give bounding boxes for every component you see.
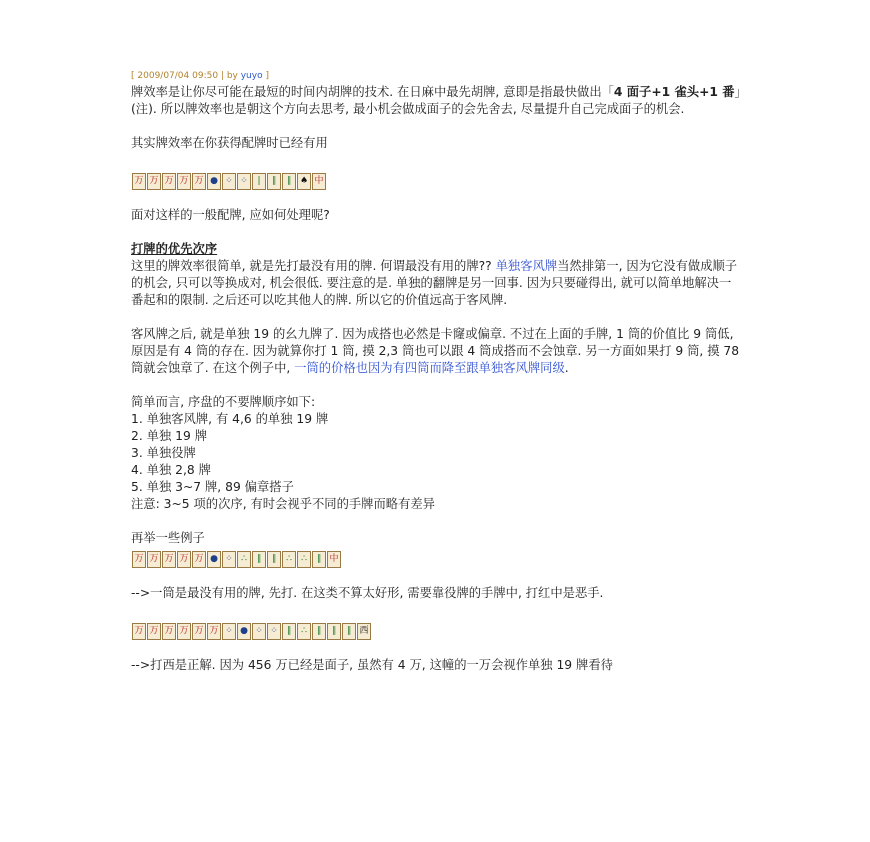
p5-highlight-link[interactable]: 一筒的价格也因为有四筒而降至跟单独客风牌同级 xyxy=(294,361,565,375)
intro-text-post: 」(注). 所以牌效率也是朝这个方向去思考, 最小机会做成面子的会先舍去, 尽量提升自己完成面子的机会. xyxy=(131,85,741,116)
paragraph-5 xyxy=(131,326,743,377)
mahjong-tile-icon: 万 xyxy=(177,551,191,568)
post-meta xyxy=(131,70,743,84)
p5-text-pre: 客风牌之后, 就是单独 19 的幺九牌了. 因为成搭也必然是卡窿或偏章. 不过在上面的手牌, 1 筒的价值比 9 筒低, 原因是有 4 筒的存在. 因为就算你打 1 筒, 摸 2,3 筒也可以跟 4 筒成搭而不会蚀章. 另一方面如果打 9 筒, 摸 78 筒就会蚀章了. 在这个例子中, xyxy=(131,327,740,375)
list-intro: 简单而言, 序盘的不要牌顺序如下: xyxy=(131,395,316,409)
intro-paragraph xyxy=(131,84,743,118)
spacer xyxy=(131,513,743,530)
paragraph-6: 再举一些例子 xyxy=(131,531,205,545)
p4-highlight-link[interactable]: 单独客风牌 xyxy=(495,259,558,273)
mahjong-tile-icon: 万 xyxy=(162,623,176,640)
p4-text-pre: 这里的牌效率很简单, 就是先打最没有用的牌. 何谓最没有用的牌?? xyxy=(131,259,496,273)
post-date: 2009/07/04 09:50 xyxy=(137,71,219,81)
spacer xyxy=(131,568,743,585)
mahjong-tile-icon: ∥ xyxy=(267,551,281,568)
list-note: 注意: 3~5 项的次序, 有时会视乎不同的手牌而略有差异 xyxy=(131,497,435,511)
meta-by: | by xyxy=(220,71,241,81)
mahjong-tile-icon: 万 xyxy=(132,623,146,640)
spacer xyxy=(131,602,743,619)
intro-text-pre: 牌效率是让你尽可能在最短的时间内胡牌的技术. 在日麻中最先胡牌, 意即是指最快做出「 xyxy=(131,85,614,99)
mahjong-tile-icon: 万 xyxy=(132,173,146,190)
mahjong-tile-icon: ∴ xyxy=(297,551,311,568)
paragraph-8: -->打西是正解. 因为 456 万已经是面子, 虽然有 4 万, 这幢的一万会视作单独 19 牌看待 xyxy=(131,658,613,672)
mahjong-tile-icon: ♠ xyxy=(297,173,311,190)
mahjong-tile-icon: ● xyxy=(237,623,251,640)
mahjong-tile-icon: 万 xyxy=(147,551,161,568)
paragraph-7: -->一筒是最没有用的牌, 先打. 在这类不算太好形, 需要靠役牌的手牌中, 打红中是恶手. xyxy=(131,586,604,600)
list-item: 5. 单独 3~7 牌, 89 偏章搭子 xyxy=(131,480,294,494)
mahjong-hand-1 xyxy=(132,169,743,190)
mahjong-tile-icon: ● xyxy=(207,173,221,190)
mahjong-tile-icon: ∥ xyxy=(282,623,296,640)
mahjong-hand-2 xyxy=(132,547,743,568)
mahjong-tile-icon: 万 xyxy=(162,551,176,568)
mahjong-tile-icon: 万 xyxy=(192,173,206,190)
mahjong-tile-icon: ∴ xyxy=(297,623,311,640)
p5-text-post: . xyxy=(564,361,569,375)
mahjong-tile-icon: ∥ xyxy=(312,623,326,640)
intro-bold: 4 面子+1 雀头+1 番 xyxy=(613,85,735,99)
list-item: 4. 单独 2,8 牌 xyxy=(131,463,211,477)
mahjong-tile-icon: ∥ xyxy=(267,173,281,190)
paragraph-3: 面对这样的一般配牌, 应如何处理呢? xyxy=(131,208,330,222)
section-heading: 打牌的优先次序 xyxy=(131,242,218,256)
mahjong-tile-icon: 万 xyxy=(147,623,161,640)
list-item: 3. 单独役牌 xyxy=(131,446,196,460)
mahjong-tile-icon: ∴ xyxy=(282,551,296,568)
author-link[interactable]: yuyo xyxy=(240,71,263,81)
mahjong-tile-icon: 万 xyxy=(192,623,206,640)
mahjong-tile-icon: | xyxy=(252,173,266,190)
spacer xyxy=(131,640,743,657)
list-item: 1. 单独客风牌, 有 4,6 的单独 19 牌 xyxy=(131,412,329,426)
mahjong-tile-icon: ⁘ xyxy=(237,173,251,190)
mahjong-tile-icon: ∥ xyxy=(312,551,326,568)
mahjong-tile-icon: 万 xyxy=(162,173,176,190)
mahjong-tile-icon: 中 xyxy=(327,551,341,568)
spacer xyxy=(131,224,743,241)
spacer xyxy=(131,152,743,169)
mahjong-tile-icon: 万 xyxy=(207,623,221,640)
meta-open: [ xyxy=(131,71,135,81)
mahjong-hand-3 xyxy=(132,619,743,640)
spacer xyxy=(131,377,743,394)
p4-text-post: 当然排第一, 因为它没有做成顺子的机会, 只可以等换成对, 机会很低. 要注意的是. 单独的翻牌是另一回事. 因为只要碰得出, 就可以简单地解决一番起和的限制. 之后还可以吃其他人的牌. 所以它的价值远高于客风牌. xyxy=(131,259,738,307)
spacer xyxy=(131,309,743,326)
spacer xyxy=(131,118,743,135)
article xyxy=(131,70,743,674)
mahjong-tile-icon: ∥ xyxy=(252,551,266,568)
mahjong-tile-icon: ⁘ xyxy=(222,551,236,568)
paragraph-2: 其实牌效率在你获得配牌时已经有用 xyxy=(131,136,328,150)
mahjong-tile-icon: 万 xyxy=(132,551,146,568)
mahjong-tile-icon: 万 xyxy=(177,173,191,190)
mahjong-tile-icon: ∥ xyxy=(282,173,296,190)
mahjong-tile-icon: ∥ xyxy=(327,623,341,640)
list-item: 2. 单独 19 牌 xyxy=(131,429,207,443)
mahjong-tile-icon: 万 xyxy=(192,551,206,568)
mahjong-tile-icon: ● xyxy=(207,551,221,568)
meta-close: ] xyxy=(265,71,269,81)
mahjong-tile-icon: 西 xyxy=(357,623,371,640)
mahjong-tile-icon: ⁘ xyxy=(252,623,266,640)
paragraph-4 xyxy=(131,258,743,309)
mahjong-tile-icon: ∥ xyxy=(342,623,356,640)
mahjong-tile-icon: 万 xyxy=(147,173,161,190)
mahjong-tile-icon: ⁘ xyxy=(222,173,236,190)
mahjong-tile-icon: ∴ xyxy=(237,551,251,568)
mahjong-tile-icon: ⁘ xyxy=(222,623,236,640)
mahjong-tile-icon: 万 xyxy=(177,623,191,640)
mahjong-tile-icon: ⁘ xyxy=(267,623,281,640)
mahjong-tile-icon: 中 xyxy=(312,173,326,190)
spacer xyxy=(131,190,743,207)
